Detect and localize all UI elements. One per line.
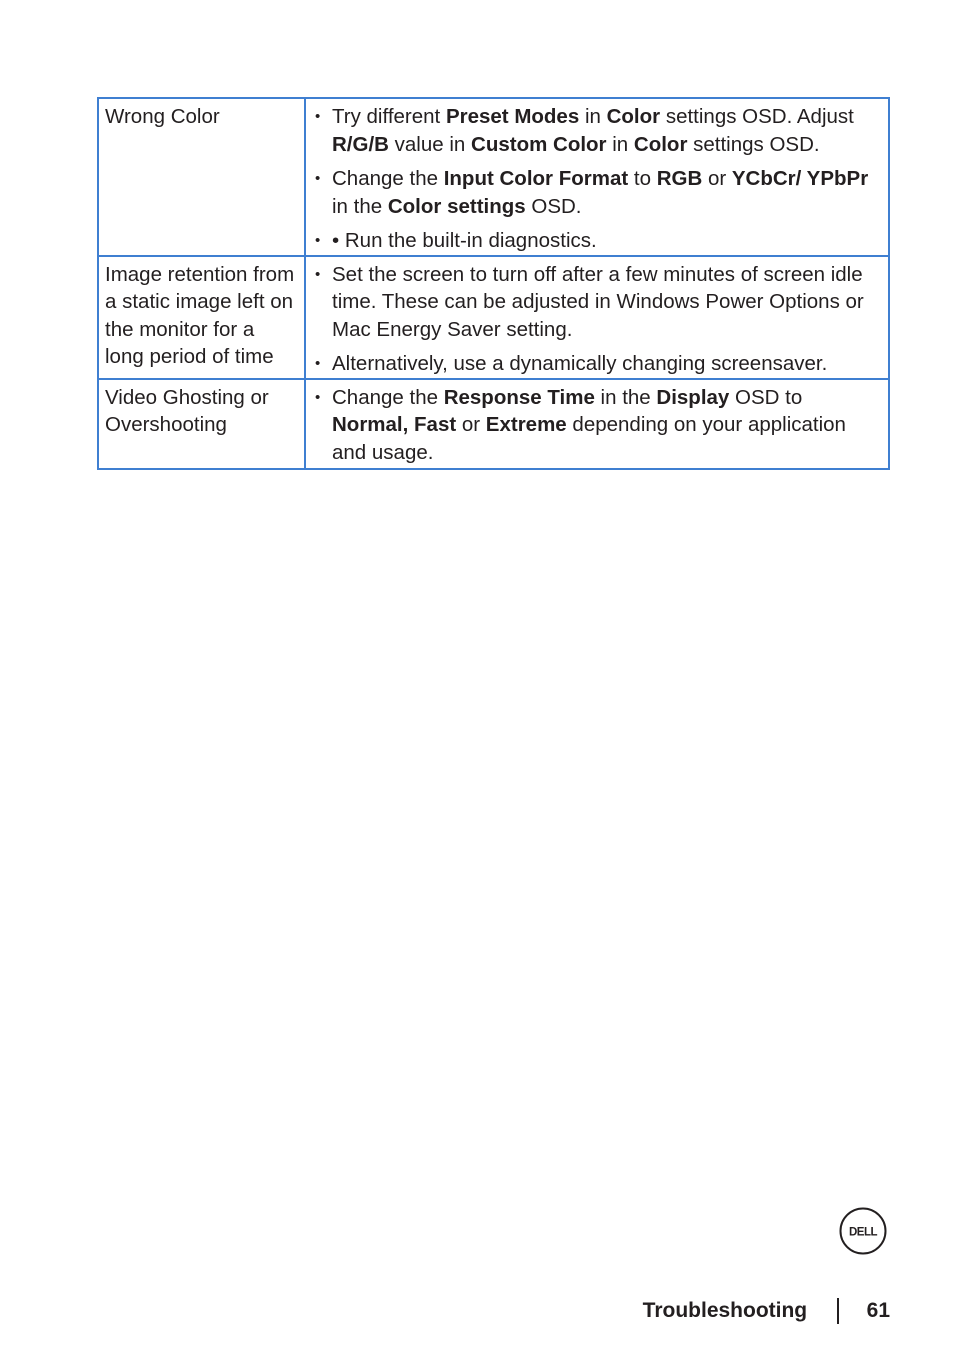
solution-cell [305,256,889,379]
bold-text: Custom Color [471,132,607,156]
text-run: or [456,413,486,436]
list-item [314,103,878,158]
bullet-icon: • [315,108,321,125]
text-run: Try different [332,105,446,128]
bullet-icon: • [315,355,321,372]
bold-text: R/G/B [332,132,389,156]
text-run: in [579,105,607,128]
footer-page-number: 61 [866,1299,890,1322]
bullet-icon: • [315,388,321,406]
solution-list [314,261,878,378]
text-run: or [702,167,732,190]
text-run: Alternatively, use a dynamically changing screensaver. [332,352,828,375]
bold-text: Color [606,105,661,128]
bullet-icon: • [315,170,321,187]
troubleshooting-table [97,97,890,470]
bold-text: Display [656,385,730,409]
dell-logo-text: DELL [848,1226,878,1239]
bold-text: Color settings [387,194,526,218]
bold-text: Extreme [485,413,567,436]
text-run: value in [388,132,472,156]
list-item [314,384,878,467]
table-row [98,379,889,470]
solution-list [314,103,878,255]
text-run: Change the [332,167,444,190]
footer-section-title: Troubleshooting [642,1299,808,1322]
table-row [98,98,889,256]
list-item [314,350,878,378]
problem-cell: Wrong Color [98,98,305,256]
bullet-icon: • [315,265,321,283]
table-row [98,256,889,379]
list-item [314,261,878,344]
page-footer [643,1298,890,1324]
text-run: OSD. [525,194,582,218]
text-run: in the [332,194,388,218]
bold-text: RGB [656,167,703,190]
list-item [314,165,878,220]
problem-cell: Image retention from a static image left on the monitor for a long period of time [98,256,305,379]
solution-cell [305,379,889,470]
text-run: • Run the built-in diagnostics. [332,229,597,252]
footer-divider [837,1298,839,1324]
solution-cell [305,98,889,256]
bold-text: Response Time [443,385,595,409]
bullet-icon: • [315,232,321,249]
text-run: Change the [332,385,444,409]
dell-logo-icon [839,1207,887,1255]
text-run: settings OSD. Adjust [660,105,854,128]
bold-text: Preset Modes [445,105,580,128]
list-item [314,227,878,255]
text-run: depending on your application and usage. [332,413,846,464]
text-run: in [606,132,634,156]
text-run: Set the screen to turn off after a few minutes of screen idle time. These can be adjusted in Windows Power Options or Mac Energy Saver setting. [332,262,864,341]
text-run: OSD to [729,385,803,409]
solution-list [314,384,878,467]
text-run: in the [594,385,657,409]
text-run: to [628,167,657,190]
bold-text: Input Color Format [443,167,629,190]
bold-text: Normal, Fast [332,413,457,436]
bold-text: YCbCr/ YPbPr [731,167,869,190]
problem-cell: Video Ghosting or Overshooting [98,379,305,470]
table-body [98,98,889,469]
text-run: settings OSD. [687,132,820,156]
bold-text: Color [633,132,688,156]
